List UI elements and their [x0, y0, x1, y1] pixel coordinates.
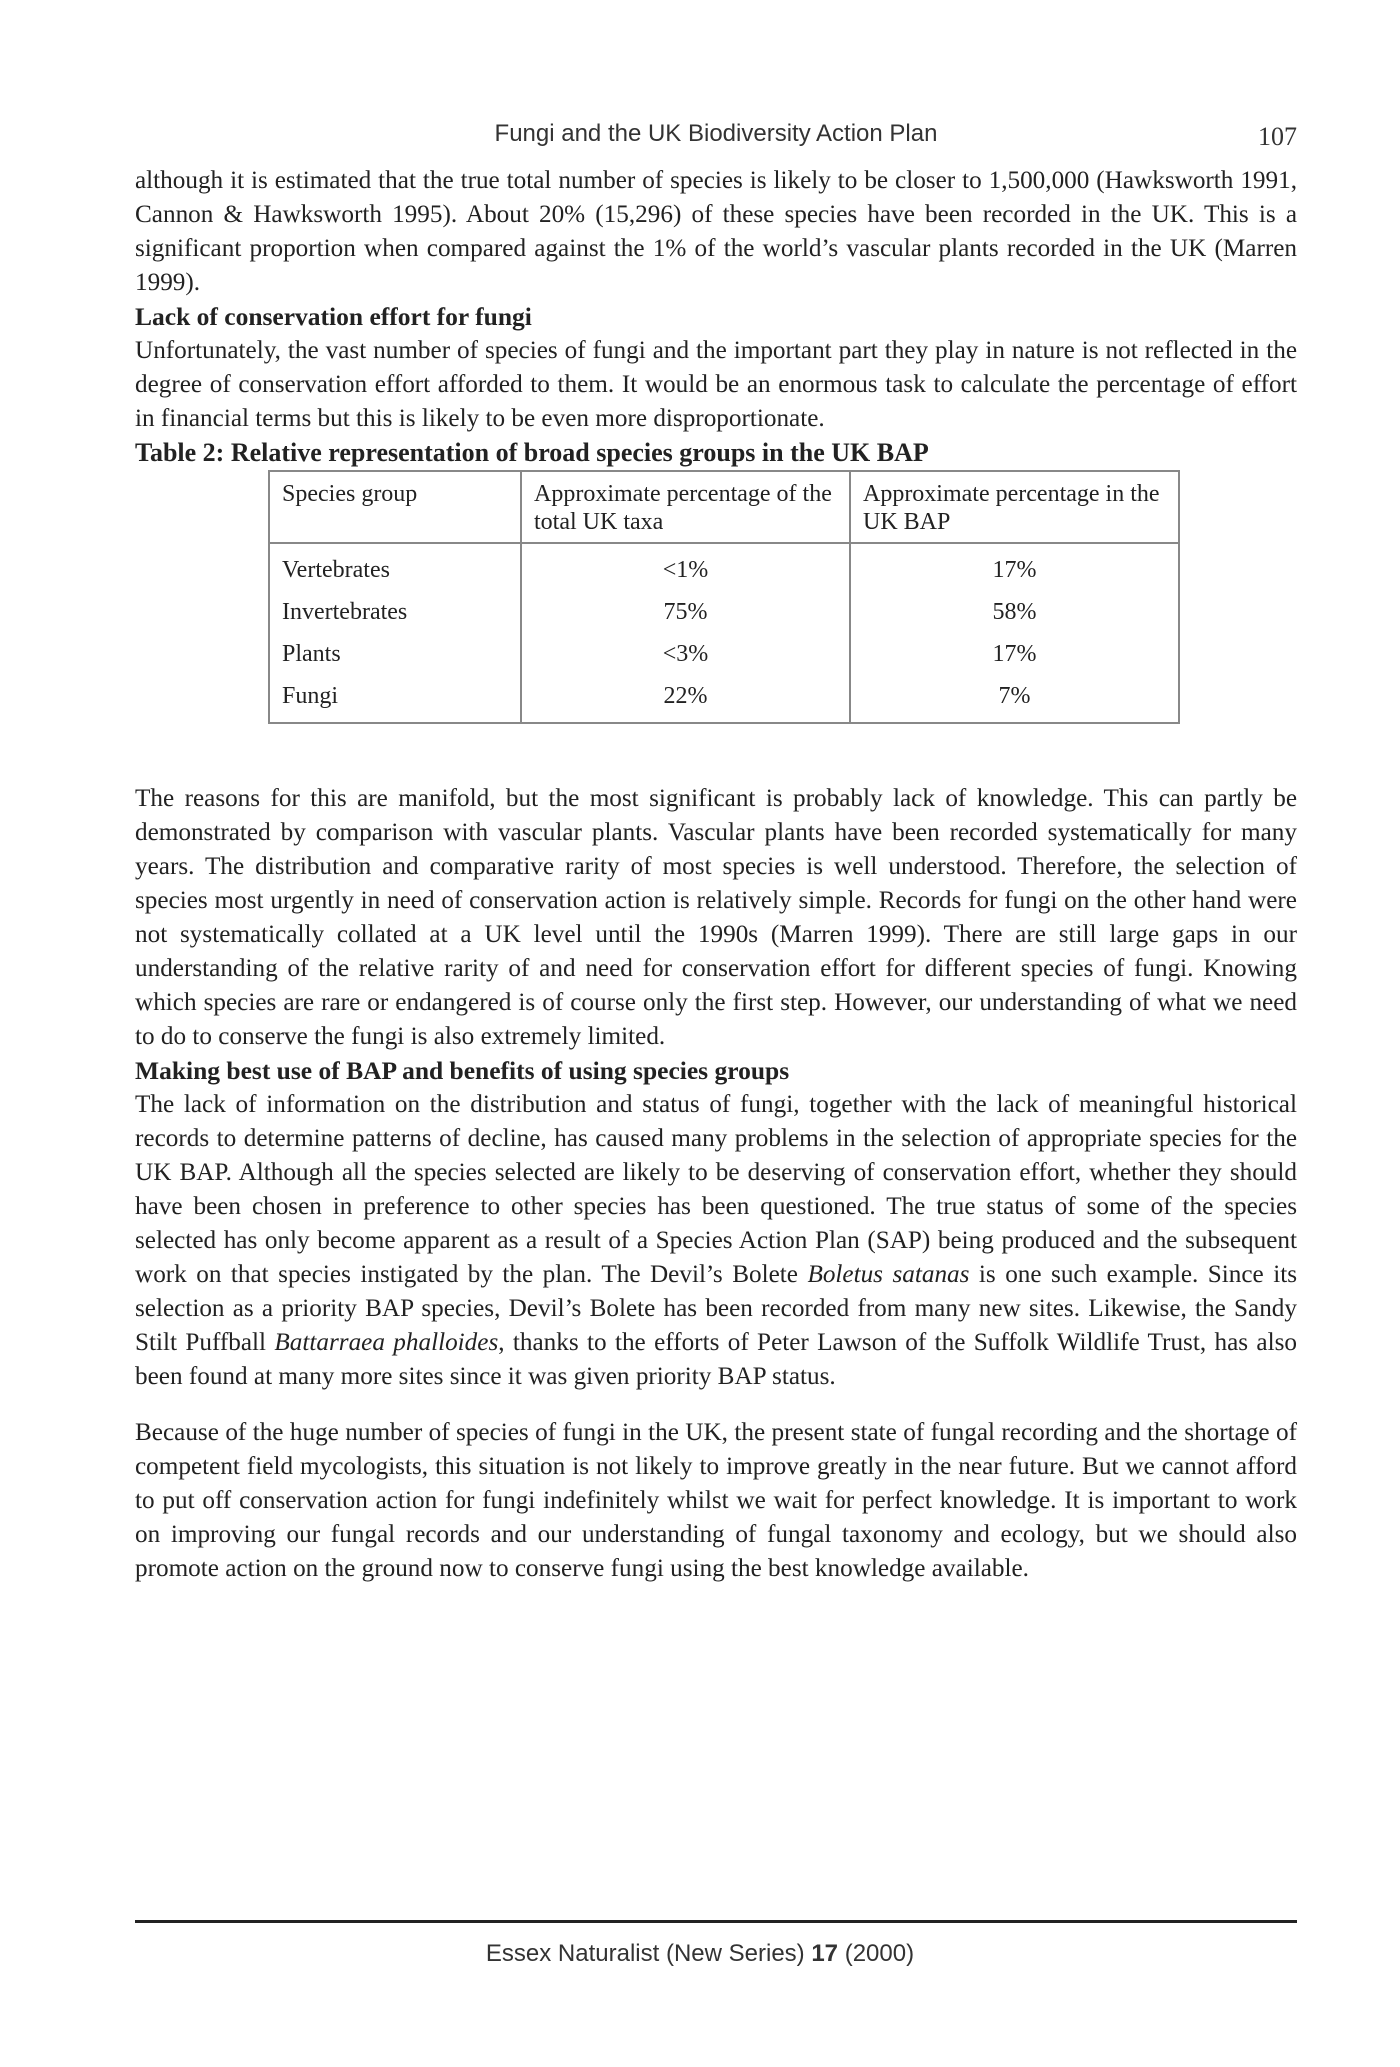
table-cell: Plants — [269, 634, 521, 676]
paragraph-intro: although it is estimated that the true total number of species is likely to be closer to 1,500,000 (Hawksworth 1991, Cannon & Hawksworth 1995). About 20% (15,296) of these species have been recorded in the UK. This is a significant proportion when compared against the 1% of the world’s vascular plants recorded in the UK (Marren 1999). — [135, 167, 1297, 296]
section-heading-best-use-of-bap: Making best use of BAP and benefits of using species groups — [135, 1056, 790, 1085]
footer-rule — [135, 1920, 1297, 1923]
table-cell: <1% — [521, 543, 850, 592]
table-cell: 7% — [850, 676, 1179, 723]
section-heading-conservation-effort: Lack of conservation effort for fungi — [135, 302, 532, 331]
table-cell: <3% — [521, 634, 850, 676]
paragraph-reasons: The reasons for this are manifold, but the most significant is probably lack of knowledge. This can partly be demonstrated by comparison with vascular plants. Vascular plants have been recorded systematically for many years. The distribution and comparative rarity of most species is well understood. Therefore, the selection of species most urgently in need of conservation action is relatively simple. Records for fungi on the other hand were not systematically collated at a UK level until the 1990s (Marren 1999). There are still large gaps in our understanding of the relative rarity of and need for conservation effort for different species of fungi. Knowing which species are rare or endangered is of course only the first step. However, our understanding of what we need to do to conserve the fungi is also extremely limited. — [135, 785, 1297, 1050]
text-run: , thanks to the efforts of Peter Lawson of the Suffolk Wildlife Trust, has also been found at many more sites since it was given priority BAP status. — [135, 1329, 1297, 1390]
table-cell: 58% — [850, 592, 1179, 634]
table-cell: Vertebrates — [269, 543, 521, 592]
table-cell: 17% — [850, 634, 1179, 676]
table-header-cell: Approximate percentage of the total UK taxa — [521, 471, 850, 543]
text-run: The lack of information on the distribution and status of fungi, together with the lack of meaningful historical records to determine patterns of decline, has caused many problems in the selection of appropriate species for the UK BAP. Although all the species selected are likely to be deserving of conservation effort, whether they should have been chosen in preference to other species has been questioned. The true status of some of the species selected has only become apparent as a result of a Species Action Plan (SAP) being produced and the subsequent work on that species instigated by the plan. The Devil’s Bolete — [135, 1091, 1297, 1288]
running-header — [135, 116, 1297, 156]
page-number: 107 — [1258, 122, 1297, 151]
table-row — [269, 543, 1179, 592]
species-groups-table — [268, 470, 1180, 724]
paragraph-final: Because of the huge number of species of fungi in the UK, the present state of fungal recording and the shortage of competent field mycologists, this situation is not likely to improve greatly in the near future. But we cannot afford to put off conservation action for fungi indefinitely whilst we wait for perfect knowledge. It is important to work on improving our fungal records and our understanding of fungal taxonomy and ecology, but we should also promote action on the ground now to conserve fungi using the best knowledge available. — [135, 1419, 1297, 1582]
footer-citation — [0, 1940, 1400, 1968]
table-cell: 22% — [521, 676, 850, 723]
species-name-italic: Boletus satanas — [807, 1261, 970, 1288]
journal-year: (2000) — [838, 1940, 915, 1967]
table-cell: 75% — [521, 592, 850, 634]
paragraph-lack-of-effort: Unfortunately, the vast number of species of fungi and the important part they play in nature is not reflected in the degree of conservation effort afforded to them. It would be an enormous task to calculate the percentage of effort in financial terms but this is likely to be even more disproportionate. — [135, 337, 1297, 432]
table-header-row — [269, 471, 1179, 543]
table-header-cell: Species group — [269, 471, 521, 543]
journal-name: Essex Naturalist (New Series) — [485, 1940, 812, 1967]
text-run: is one such example. Since its selection as a priority BAP species, Devil’s Bolete has been recorded from many new sites. Likewise, the Sandy Stilt Puffball — [135, 1261, 1298, 1356]
species-name-italic: Battarraea phalloides — [274, 1329, 499, 1356]
table-row — [269, 592, 1179, 634]
table-cell: Invertebrates — [269, 592, 521, 634]
table-row — [269, 676, 1179, 723]
volume-number: 17 — [811, 1940, 839, 1967]
table-row — [269, 634, 1179, 676]
body-text — [135, 164, 1297, 1586]
table-cell: Fungi — [269, 676, 521, 723]
running-title: Fungi and the UK Biodiversity Action Plan — [494, 120, 938, 147]
table-cell: 17% — [850, 543, 1179, 592]
paragraph-bap-selection — [135, 1088, 1297, 1394]
table-header-cell: Approximate percentage in the UK BAP — [850, 471, 1179, 543]
table-caption: Table 2: Relative representation of broad species groups in the UK BAP — [135, 438, 929, 467]
